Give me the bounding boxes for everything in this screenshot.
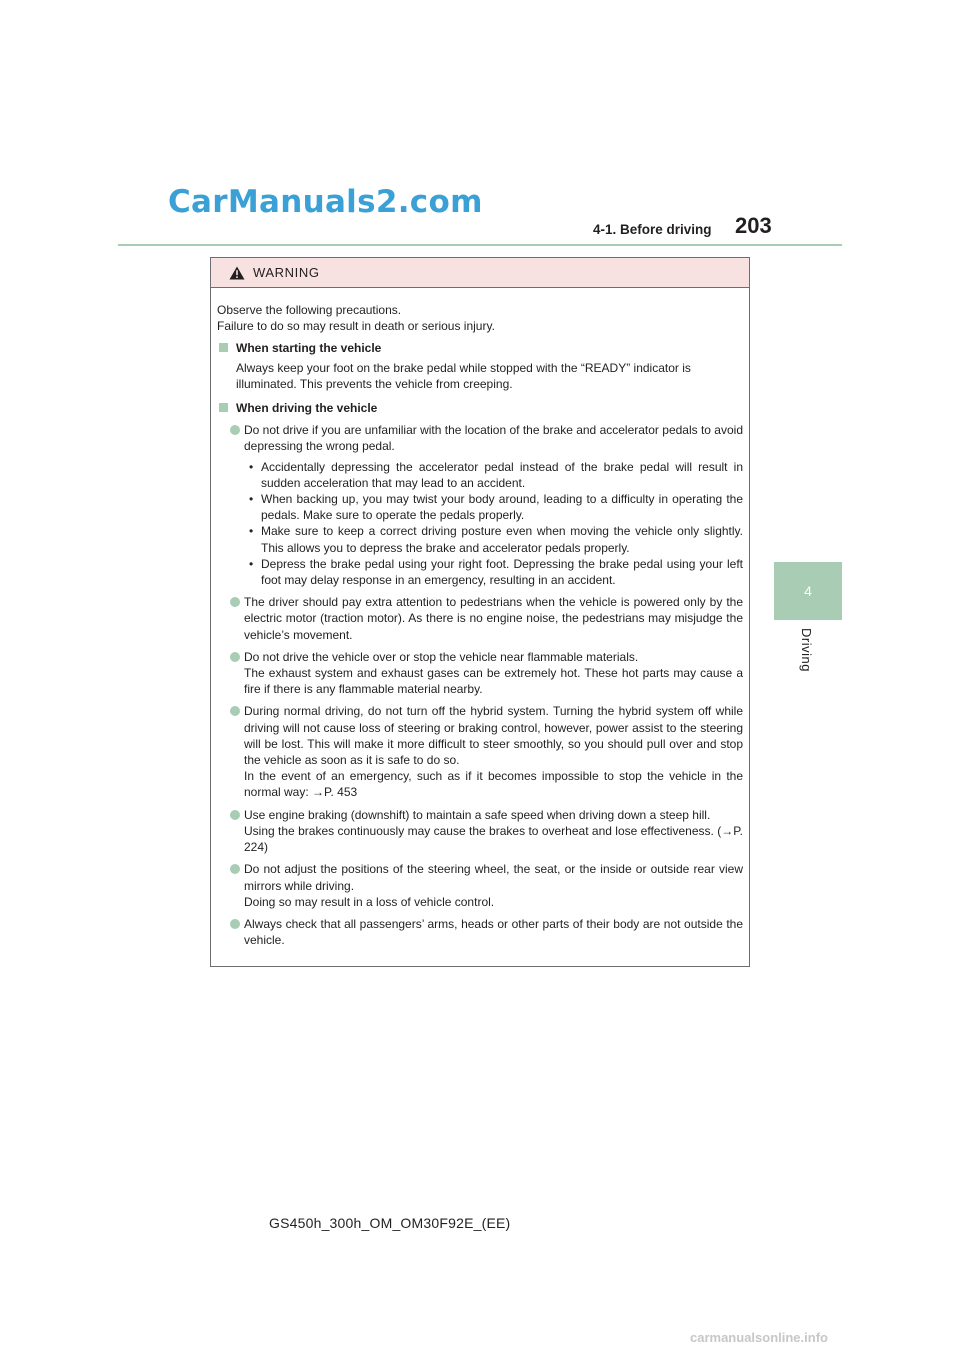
square-bullet-icon xyxy=(219,403,228,412)
circle-bullet-icon xyxy=(230,810,240,820)
chapter-tab xyxy=(774,562,842,620)
list-item xyxy=(217,703,743,800)
intro-line: Observe the following precautions. xyxy=(217,303,402,317)
manual-code: GS450h_300h_OM_OM30F92E_(EE) xyxy=(269,1215,511,1231)
circle-bullet-icon xyxy=(230,597,240,607)
bullet-text: The exhaust system and exhaust gases can be extremely hot. These hot parts may cause a fire if there is any flammable material nearby. xyxy=(244,666,743,697)
warning-title: WARNING xyxy=(253,265,320,280)
sub-list-text: Accidentally depressing the accelerator pedal instead of the brake pedal will result in sudden acceleration that may lead to an accident. xyxy=(261,459,743,490)
warning-box xyxy=(210,257,750,967)
subheading-text: When driving the vehicle xyxy=(236,401,378,416)
bullet-text: During normal driving, do not turn off the hybrid system. Turning the hybrid system off while driving will not cause loss of steering or braking control, however, power assist to the steering will be lost. This will make it more difficult to steer smoothly, so you should pull over and stop the vehicle as soon as it is safe to do so. xyxy=(244,704,743,768)
circle-bullet-icon xyxy=(230,706,240,716)
warning-triangle-icon xyxy=(229,266,245,280)
circle-bullet-icon xyxy=(230,652,240,662)
subheading-starting xyxy=(217,340,743,356)
bullet-text: Do not drive if you are unfamiliar with the location of the brake and accelerator pedals to avoid depressing the wrong pedal. xyxy=(244,423,743,454)
list-item xyxy=(217,861,743,910)
bullet-text: Do not adjust the positions of the steering wheel, the seat, or the inside or outside rear view mirrors while driving. xyxy=(244,862,743,893)
bullet-text: In the event of an emergency, such as if it becomes impossible to stop the vehicle in the normal way: →P. 453 xyxy=(244,769,743,800)
carmanuals-watermark-logo: CarManuals2.com xyxy=(168,184,483,220)
square-bullet-icon xyxy=(219,343,228,352)
list-item xyxy=(217,594,743,643)
bullet-text: Use engine braking (downshift) to maintain a safe speed when driving down a steep hill. xyxy=(244,807,711,822)
warning-header xyxy=(211,258,749,288)
header-divider xyxy=(118,244,842,246)
circle-bullet-icon xyxy=(230,425,240,435)
chapter-label: Driving xyxy=(799,628,814,672)
sub-list xyxy=(217,459,743,589)
subheading-driving xyxy=(217,400,743,416)
list-item xyxy=(217,807,743,856)
sub-list-item: • When backing up, you may twist your body around, leading to a difficulty in operating the pedals. Make sure to operate the pedals properly. xyxy=(249,492,743,523)
sub-list-item: • Depress the brake pedal using your right foot. Depressing the brake pedal using your left foot may delay response in an emergency, resulting in an accident. xyxy=(249,556,743,588)
sub-list-item: • Accidentally depressing the accelerator pedal instead of the brake pedal will result in sudden acceleration that may lead to an accident. xyxy=(249,459,743,490)
sub-list-text: Depress the brake pedal using your right foot. Depressing the brake pedal using your left foot may delay response in an emergency, resulting in an accident. xyxy=(261,556,743,588)
carmanualsonline-watermark: carmanualsonline.info xyxy=(690,1330,828,1345)
bullet-text: The driver should pay extra attention to pedestrians when the vehicle is powered only by the electric motor (traction motor). As there is no engine noise, the pedestrians may misjudge the vehicle’s movement. xyxy=(244,595,743,642)
sub-list-item: • Make sure to keep a correct driving posture even when moving the vehicle only slightly. This allows you to depress the brake and accelerator pedals properly. xyxy=(249,524,743,555)
sub-list-text: When backing up, you may twist your body around, leading to a difficulty in operating the pedals. Make sure to operate the pedals properly. xyxy=(261,492,743,523)
page-number: 203 xyxy=(735,213,772,238)
chapter-number: 4 xyxy=(804,583,812,599)
circle-bullet-icon xyxy=(230,864,240,874)
warning-body xyxy=(211,288,749,948)
bullet-text: Always check that all passengers’ arms, heads or other parts of their body are not outside the vehicle. xyxy=(244,916,743,948)
subheading-text: When starting the vehicle xyxy=(236,341,382,356)
intro-line: Failure to do so may result in death or serious injury. xyxy=(217,319,495,334)
bullet-text: Using the brakes continuously may cause the brakes to overheat and lose effectiveness. (→P. 224) xyxy=(244,823,743,855)
sub-list-text: Make sure to keep a correct driving posture even when moving the vehicle only slightly. This allows you to depress the brake and accelerator pedals properly. xyxy=(261,524,743,555)
section-title: 4-1. Before driving xyxy=(593,222,712,237)
bullet-text: Do not drive the vehicle over or stop the vehicle near flammable materials. xyxy=(244,649,639,664)
circle-bullet-icon xyxy=(230,919,240,929)
list-item xyxy=(217,649,743,698)
list-item xyxy=(217,916,743,948)
bullet-text: Doing so may result in a loss of vehicle control. xyxy=(244,894,495,909)
starting-paragraph: Always keep your foot on the brake pedal while stopped with the “READY” indicator is illuminated. This prevents the vehicle from creeping. xyxy=(236,360,691,391)
list-item xyxy=(217,422,743,454)
